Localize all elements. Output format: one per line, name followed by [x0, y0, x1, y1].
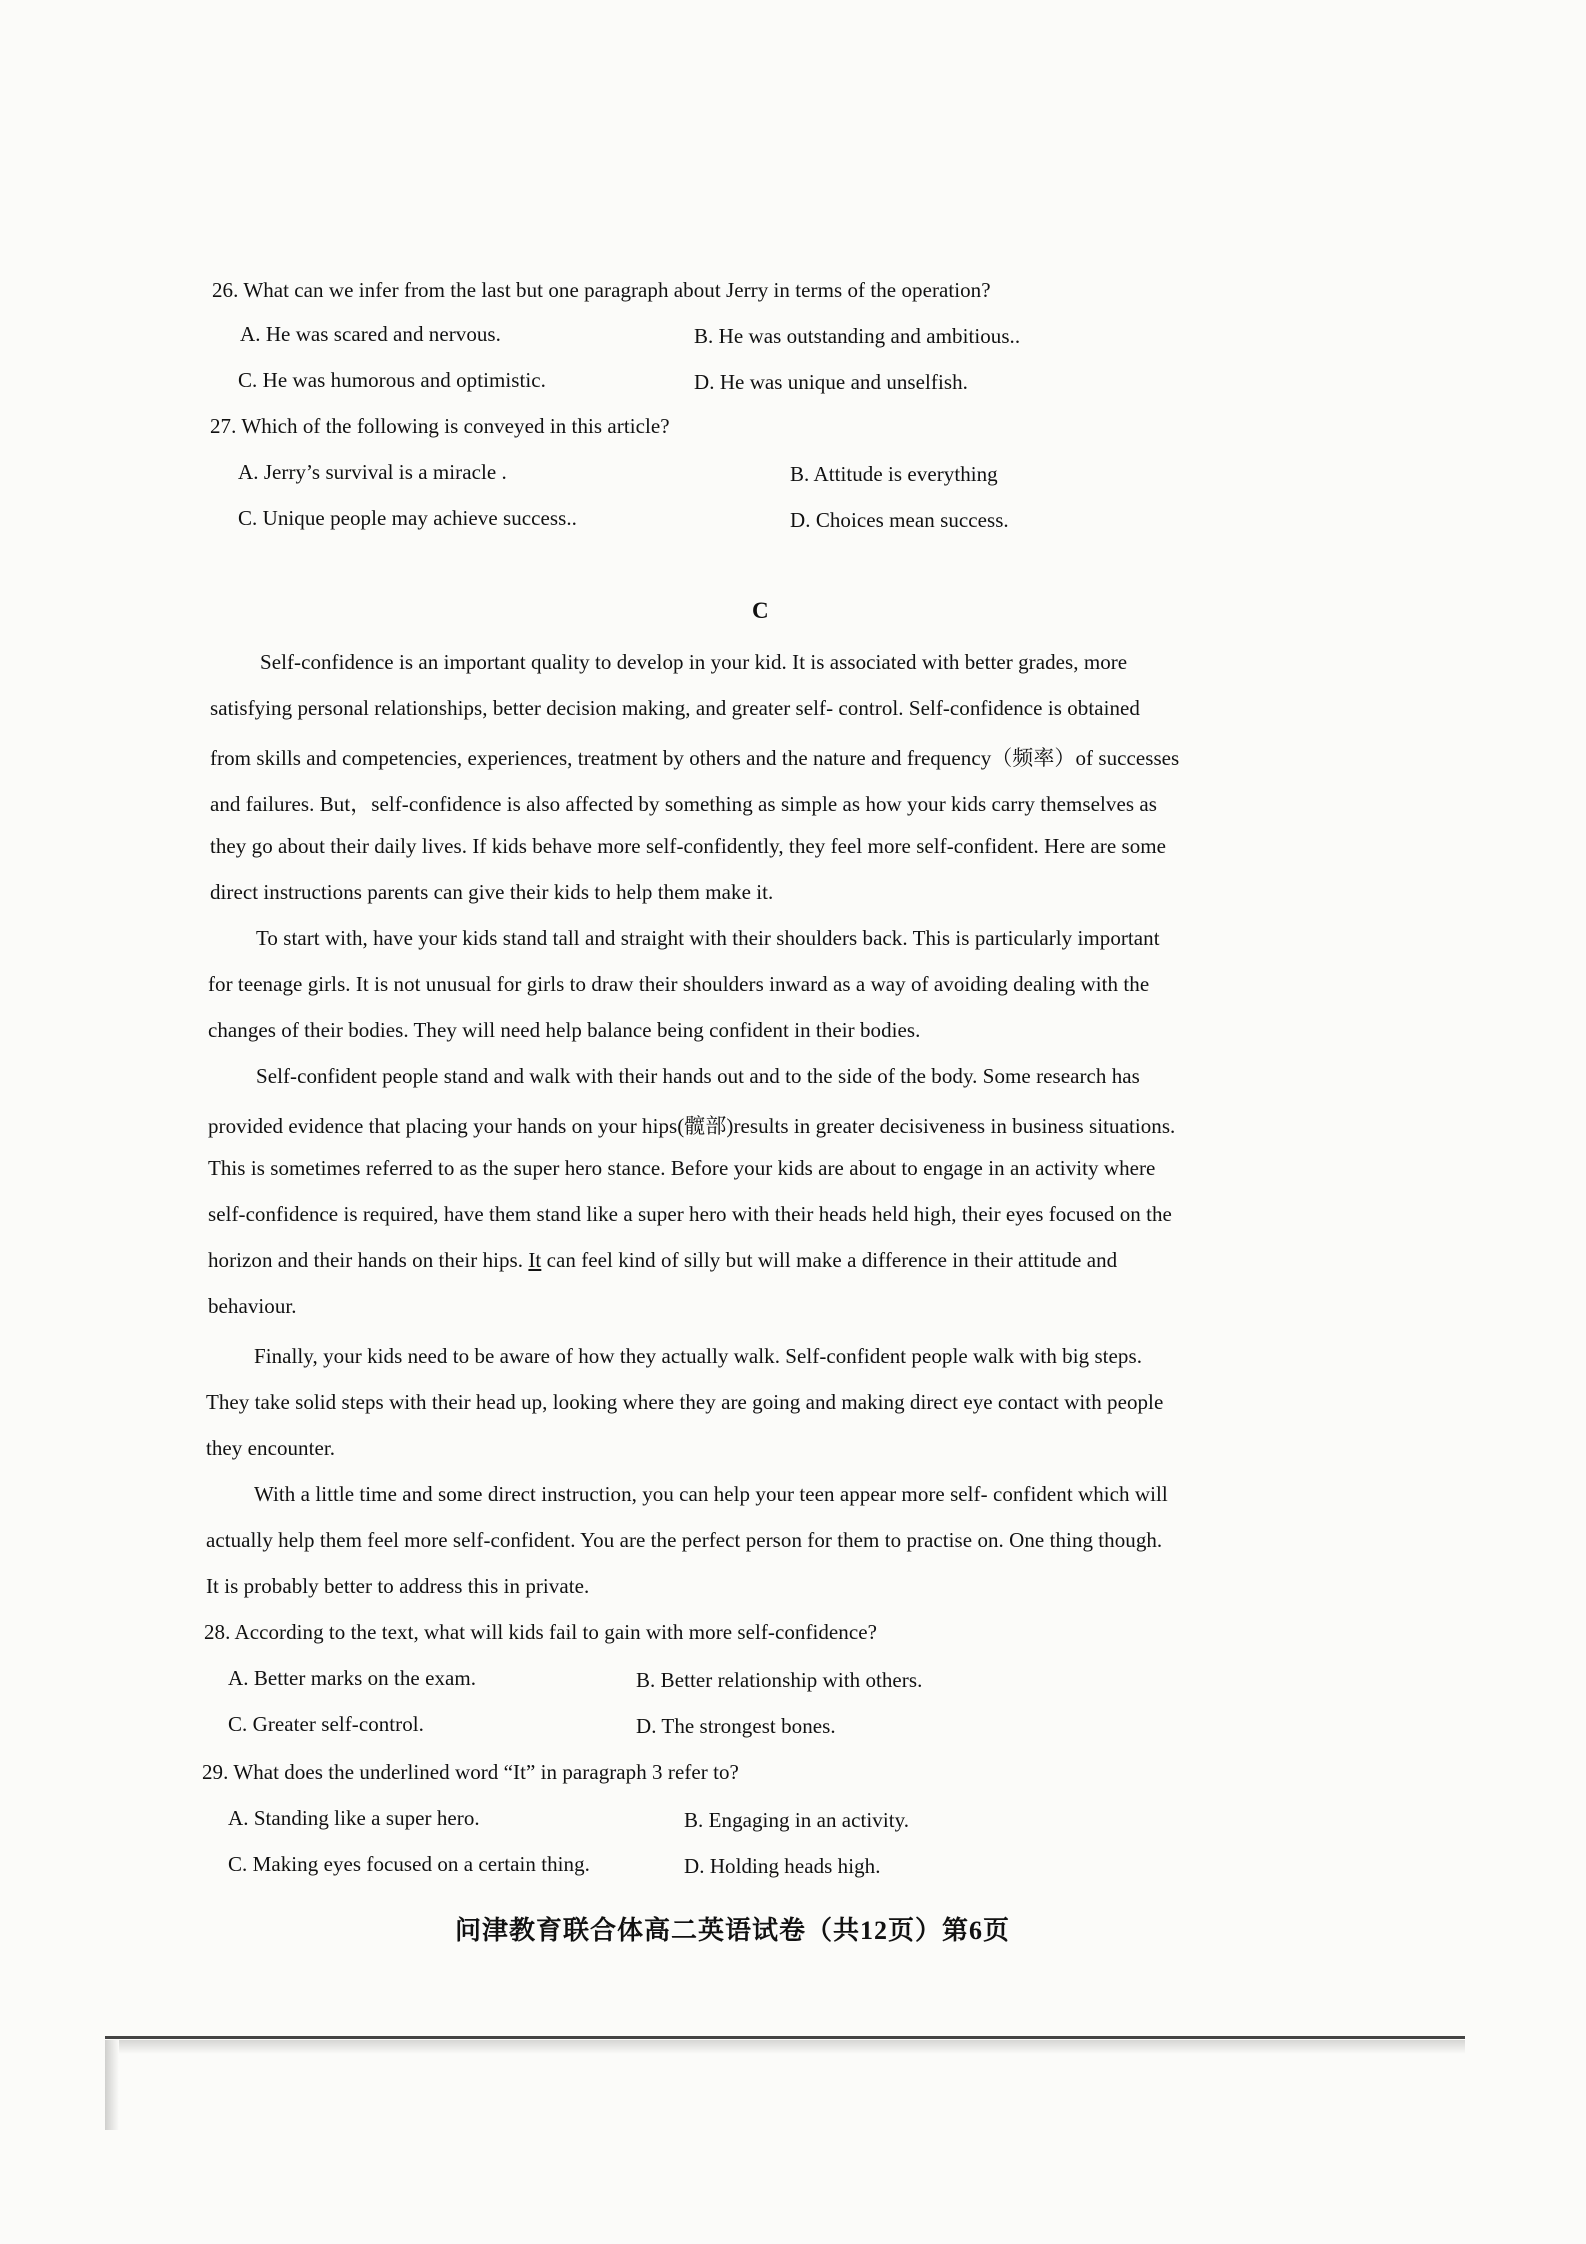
question-29-option-d: D. Holding heads high.: [684, 1854, 881, 1878]
scan-edge-shade: [105, 2040, 119, 2130]
paragraph-3-line: This is sometimes referred to as the super hero stance. Before your kids are about to engage in an activity where: [208, 1156, 1156, 1180]
paragraph-5-line: actually help them feel more self-confident. You are the perfect person for them to practise on. One thing though.: [206, 1528, 1163, 1552]
paragraph-2-line: To start with, have your kids stand tall and straight with their shoulders back. This is particularly important: [256, 926, 1160, 950]
question-29-stem: 29. What does the underlined word “It” in paragraph 3 refer to?: [202, 1760, 739, 1784]
question-29-option-c: C. Making eyes focused on a certain thing.: [228, 1852, 590, 1876]
question-27-stem: 27. Which of the following is conveyed in this article?: [210, 414, 670, 438]
question-26-option-b: B. He was outstanding and ambitious..: [694, 324, 1021, 348]
question-29-option-b: B. Engaging in an activity.: [684, 1808, 910, 1832]
paragraph-3-line: self-confidence is required, have them stand like a super hero with their heads held high, their eyes focused on the: [208, 1202, 1172, 1226]
paragraph-5-line: It is probably better to address this in private.: [206, 1574, 590, 1598]
paragraph-3-line: Self-confident people stand and walk with their hands out and to the side of the body. Some research has: [256, 1064, 1140, 1088]
question-26-option-a: A. He was scared and nervous.: [240, 322, 501, 346]
question-26-stem: 26. What can we infer from the last but one paragraph about Jerry in terms of the operation?: [212, 278, 991, 302]
question-29-option-a: A. Standing like a super hero.: [228, 1806, 480, 1830]
paragraph-4-line: they encounter.: [206, 1436, 336, 1460]
question-28-option-a: A. Better marks on the exam.: [228, 1666, 477, 1690]
paragraph-3-text: horizon and their hands on their hips.: [208, 1248, 529, 1272]
question-26-option-d: D. He was unique and unselfish.: [694, 370, 968, 394]
paragraph-3-line: behaviour.: [208, 1294, 297, 1318]
paragraph-3-line: provided evidence that placing your hands on your hips(髋部)results in greater decisiveness in business situations.: [208, 1114, 1176, 1138]
paragraph-4-line: They take solid steps with their head up, looking where they are going and making direct eye contact with people: [206, 1390, 1164, 1414]
underlined-word-it: It: [528, 1248, 542, 1272]
paragraph-1-line: they go about their daily lives. If kids behave more self-confidently, they feel more self-confident. Here are some: [210, 834, 1167, 858]
question-28-option-b: B. Better relationship with others.: [636, 1668, 923, 1692]
question-28-stem: 28. According to the text, what will kids fail to gain with more self-confidence?: [204, 1620, 877, 1644]
bottom-divider: [105, 2036, 1465, 2039]
question-27-option-c: C. Unique people may achieve success..: [238, 506, 577, 530]
scan-shadow: [105, 2040, 1465, 2054]
paragraph-4-line: Finally, your kids need to be aware of how they actually walk. Self-confident people walk with big steps.: [254, 1344, 1142, 1368]
question-28-option-c: C. Greater self-control.: [228, 1712, 424, 1736]
paragraph-5-line: With a little time and some direct instruction, you can help your teen appear more self- confident which will: [254, 1482, 1168, 1506]
paragraph-1-line: Self-confidence is an important quality to develop in your kid. It is associated with better grades, more: [260, 650, 1128, 674]
paragraph-3-line: [208, 1248, 1117, 1273]
question-28-option-d: D. The strongest bones.: [636, 1714, 836, 1738]
paragraph-2-line: changes of their bodies. They will need help balance being confident in their bodies.: [208, 1018, 921, 1042]
paragraph-1-line: from skills and competencies, experiences, treatment by others and the nature and frequency（频率）of successes: [210, 746, 1180, 770]
question-26-option-c: C. He was humorous and optimistic.: [238, 368, 546, 392]
paragraph-1-line: and failures. But，self-confidence is also affected by something as simple as how your kids carry themselves as: [210, 792, 1157, 816]
section-heading: C: [752, 598, 769, 623]
page-footer: 问津教育联合体高二英语试卷（共12页）第6页: [455, 1916, 1011, 1945]
paragraph-1-line: direct instructions parents can give their kids to help them make it.: [210, 880, 774, 904]
paragraph-2-line: for teenage girls. It is not unusual for girls to draw their shoulders inward as a way of avoiding dealing with the: [208, 972, 1150, 996]
question-27-option-a: A. Jerry’s survival is a miracle .: [238, 460, 507, 484]
paragraph-3-text: can feel kind of silly but will make a difference in their attitude and: [541, 1248, 1118, 1272]
question-27-option-b: B. Attitude is everything: [790, 462, 998, 486]
question-27-option-d: D. Choices mean success.: [790, 508, 1009, 532]
paragraph-1-line: satisfying personal relationships, better decision making, and greater self- control. Self-confidence is obtained: [210, 696, 1140, 720]
